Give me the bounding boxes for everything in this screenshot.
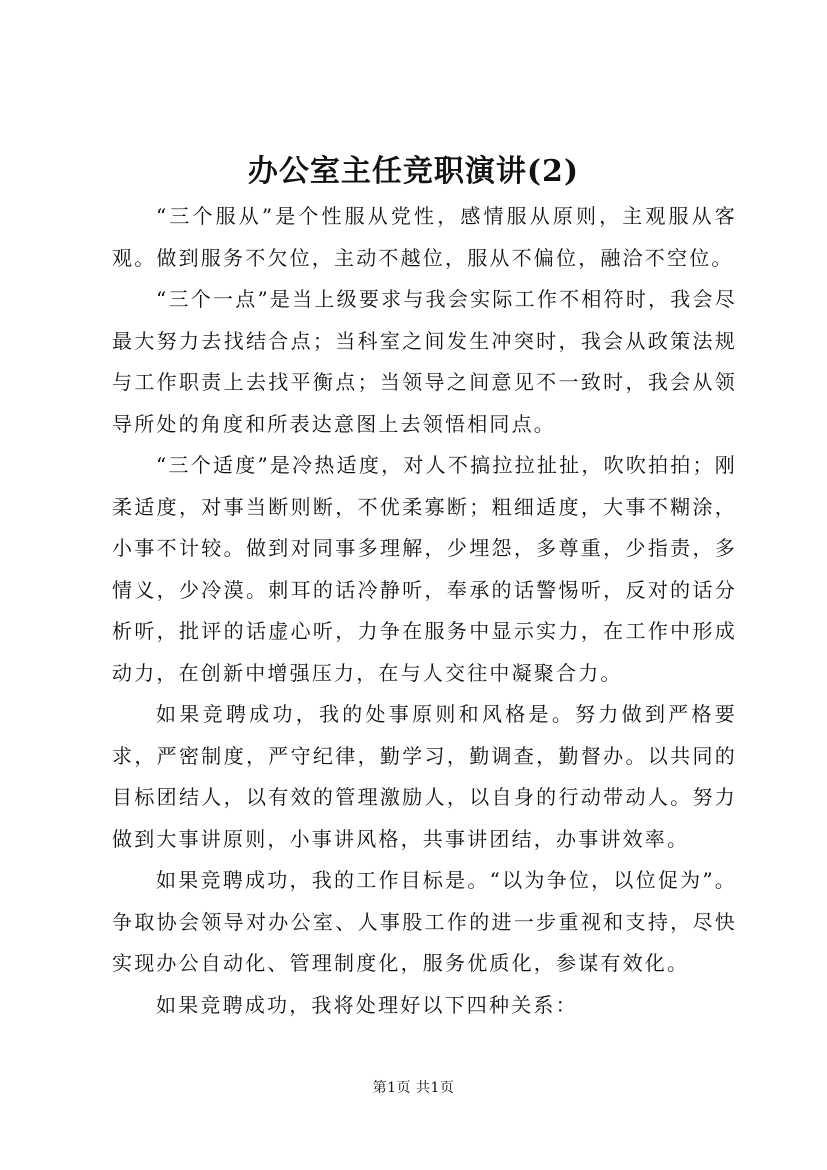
page-footer: 第1页 共1页 xyxy=(372,1080,455,1096)
paragraph: “三个一点”是当上级要求与我会实际工作不相符时，我会尽最大努力去找结合点；当科室之间发生冲突时，我会从政策法规与工作职责上去找平衡点；当领导之间意见不一致时，我会从领导所处的角度和所表达意图上去领悟相同点。 xyxy=(112,287,737,436)
page-title: 办公室主任竞职演讲(2) xyxy=(247,154,580,189)
document-body xyxy=(112,196,737,1026)
paragraph: 如果竞聘成功，我的处事原则和风格是。努力做到严格要求，严密制度，严守纪律，勤学习，勤调查，勤督办。以共同的目标团结人，以有效的管理激励人，以自身的行动带动人。努力做到大事讲原则，小事讲风格，共事讲团结，办事讲效率。 xyxy=(112,702,737,851)
paragraph: 如果竞聘成功，我将处理好以下四种关系： xyxy=(156,992,578,1017)
paragraph: “三个适度”是冷热适度，对人不搞拉拉扯扯，吹吹拍拍；刚柔适度，对事当断则断，不优柔寡断；粗细适度，大事不糊涂，小事不计较。做到对同事多理解，少埋怨，多尊重，少指责，多情义，少冷漠。刺耳的话冷静听，奉承的话警惕听，反对的话分析听，批评的话虚心听，力争在服务中显示实力，在工作中形成动力，在创新中增强压力，在与人交往中凝聚合力。 xyxy=(112,453,737,685)
paragraph: 如果竞聘成功，我的工作目标是。“以为争位，以位促为”。争取协会领导对办公室、人事股工作的进一步重视和支持，尽快实现办公自动化、管理制度化，服务优质化，参谋有效化。 xyxy=(112,868,737,975)
paragraph: “三个服从”是个性服从党性，感情服从原则，主观服从客观。做到服务不欠位，主动不越位，服从不偏位，融洽不空位。 xyxy=(112,204,737,270)
